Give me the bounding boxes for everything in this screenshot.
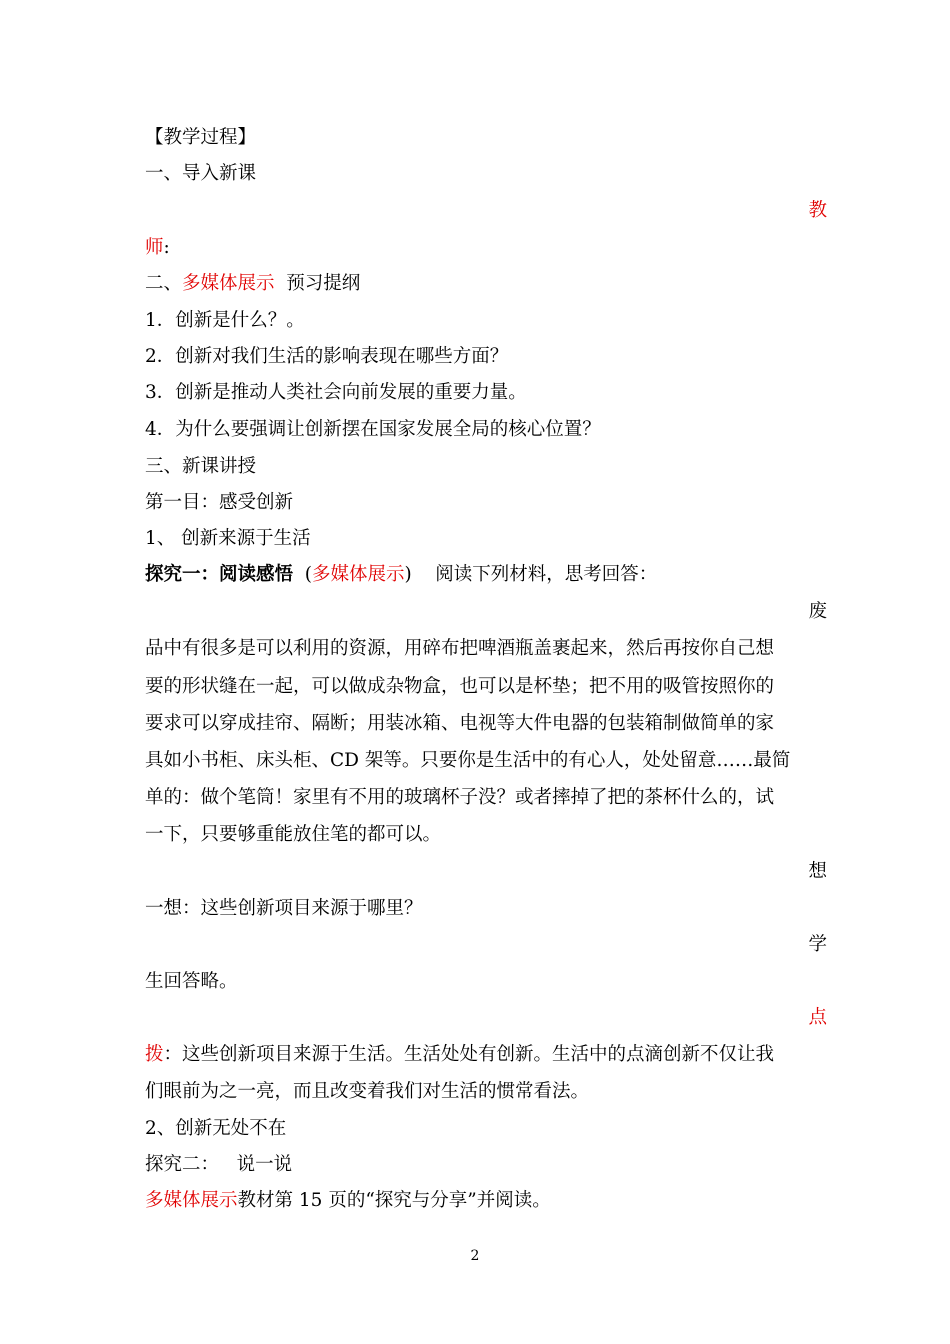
textbook-instruction-text: 教材第 15 页的“探究与分享”并阅读。 (237, 1190, 551, 1211)
section-intro-heading: 一、导入新课 (145, 163, 257, 184)
student-answer: 生回答略。 (145, 971, 238, 992)
student-label-start: 学 (808, 934, 827, 955)
explore-one-close-paren: ) (404, 564, 412, 585)
textbook-instruction (145, 1189, 827, 1213)
think-label-start: 想 (808, 861, 827, 882)
section2-prefix: 二、 (145, 273, 183, 294)
subheading-innovation-everywhere: 2、创新无处不在 (145, 1118, 287, 1139)
section-new-lesson-heading: 三、新课讲授 (145, 456, 257, 477)
explore-one-line (145, 563, 827, 587)
teacher-label-end: 师 (145, 237, 164, 258)
teacher-colon: : (163, 237, 170, 258)
outline-item: 2．创新对我们生活的影响表现在哪些方面？ (145, 346, 509, 367)
material-paragraph-line: 一下，只要够重能放住笔的都可以。 (145, 824, 442, 845)
teacher-label-start: 教 (808, 200, 827, 221)
guidance-text: ：这些创新项目来源于生活。生活处处有创新。生活中的点滴创新不仅让我 (163, 1044, 775, 1065)
page-number: 2 (470, 1248, 480, 1264)
think-question: 一想：这些创新项目来源于哪里？ (145, 898, 423, 919)
preview-outline-label: 预习提纲 (274, 273, 361, 294)
guidance-label-end: 拨 (145, 1044, 164, 1065)
section-media-heading (145, 272, 827, 296)
explore-one-open-paren: ( (293, 564, 312, 585)
outline-item: 3．创新是推动人类社会向前发展的重要力量。 (145, 382, 527, 403)
item-one-heading: 第一目：感受创新 (145, 492, 294, 513)
explore-one-instruction: 阅读下列材料，思考回答： (411, 564, 658, 585)
material-paragraph-line: 品中有很多是可以利用的资源，用碎布把啤酒瓶盖裹起来，然后再按你自己想 (145, 638, 775, 659)
guidance-line (145, 1043, 827, 1067)
explore-one-title: 探究一：阅读感悟 (145, 564, 294, 585)
subheading-innovation-from-life: 1、 创新来源于生活 (145, 528, 311, 549)
material-paragraph-line: 具如小书柜、床头柜、CD 架等。只要你是生活中的有心人，处处留意……最简 (145, 750, 791, 771)
material-paragraph-line: 要求可以穿成挂帘、隔断；用装冰箱、电视等大件电器的包装箱制做简单的家 (145, 713, 775, 734)
outline-item: 1．创新是什么？。 (145, 310, 305, 331)
multimedia-display-label: 多媒体展示 (182, 273, 275, 294)
material-paragraph-line: 要的形状缝在一起，可以做成杂物盒，也可以是杯垫；把不用的吸管按照你的 (145, 676, 775, 697)
textbook-media-label: 多媒体展示 (145, 1190, 238, 1211)
material-paragraph-line: 单的：做个笔筒！家里有不用的玻璃杯子没？或者摔掉了把的茶杯什么的，试 (145, 787, 775, 808)
explore-two-heading: 探究二： 说一说 (145, 1154, 293, 1175)
teacher-label-line (145, 236, 827, 260)
process-heading: 【教学过程】 (145, 127, 257, 148)
material-paragraph-start: 废 (808, 601, 827, 622)
guidance-label-start: 点 (808, 1007, 827, 1028)
outline-item: 4．为什么要强调让创新摆在国家发展全局的核心位置？ (145, 419, 601, 440)
guidance-line-2: 们眼前为之一亮，而且改变着我们对生活的惯常看法。 (145, 1081, 590, 1102)
explore-one-media-label: 多媒体展示 (312, 564, 405, 585)
